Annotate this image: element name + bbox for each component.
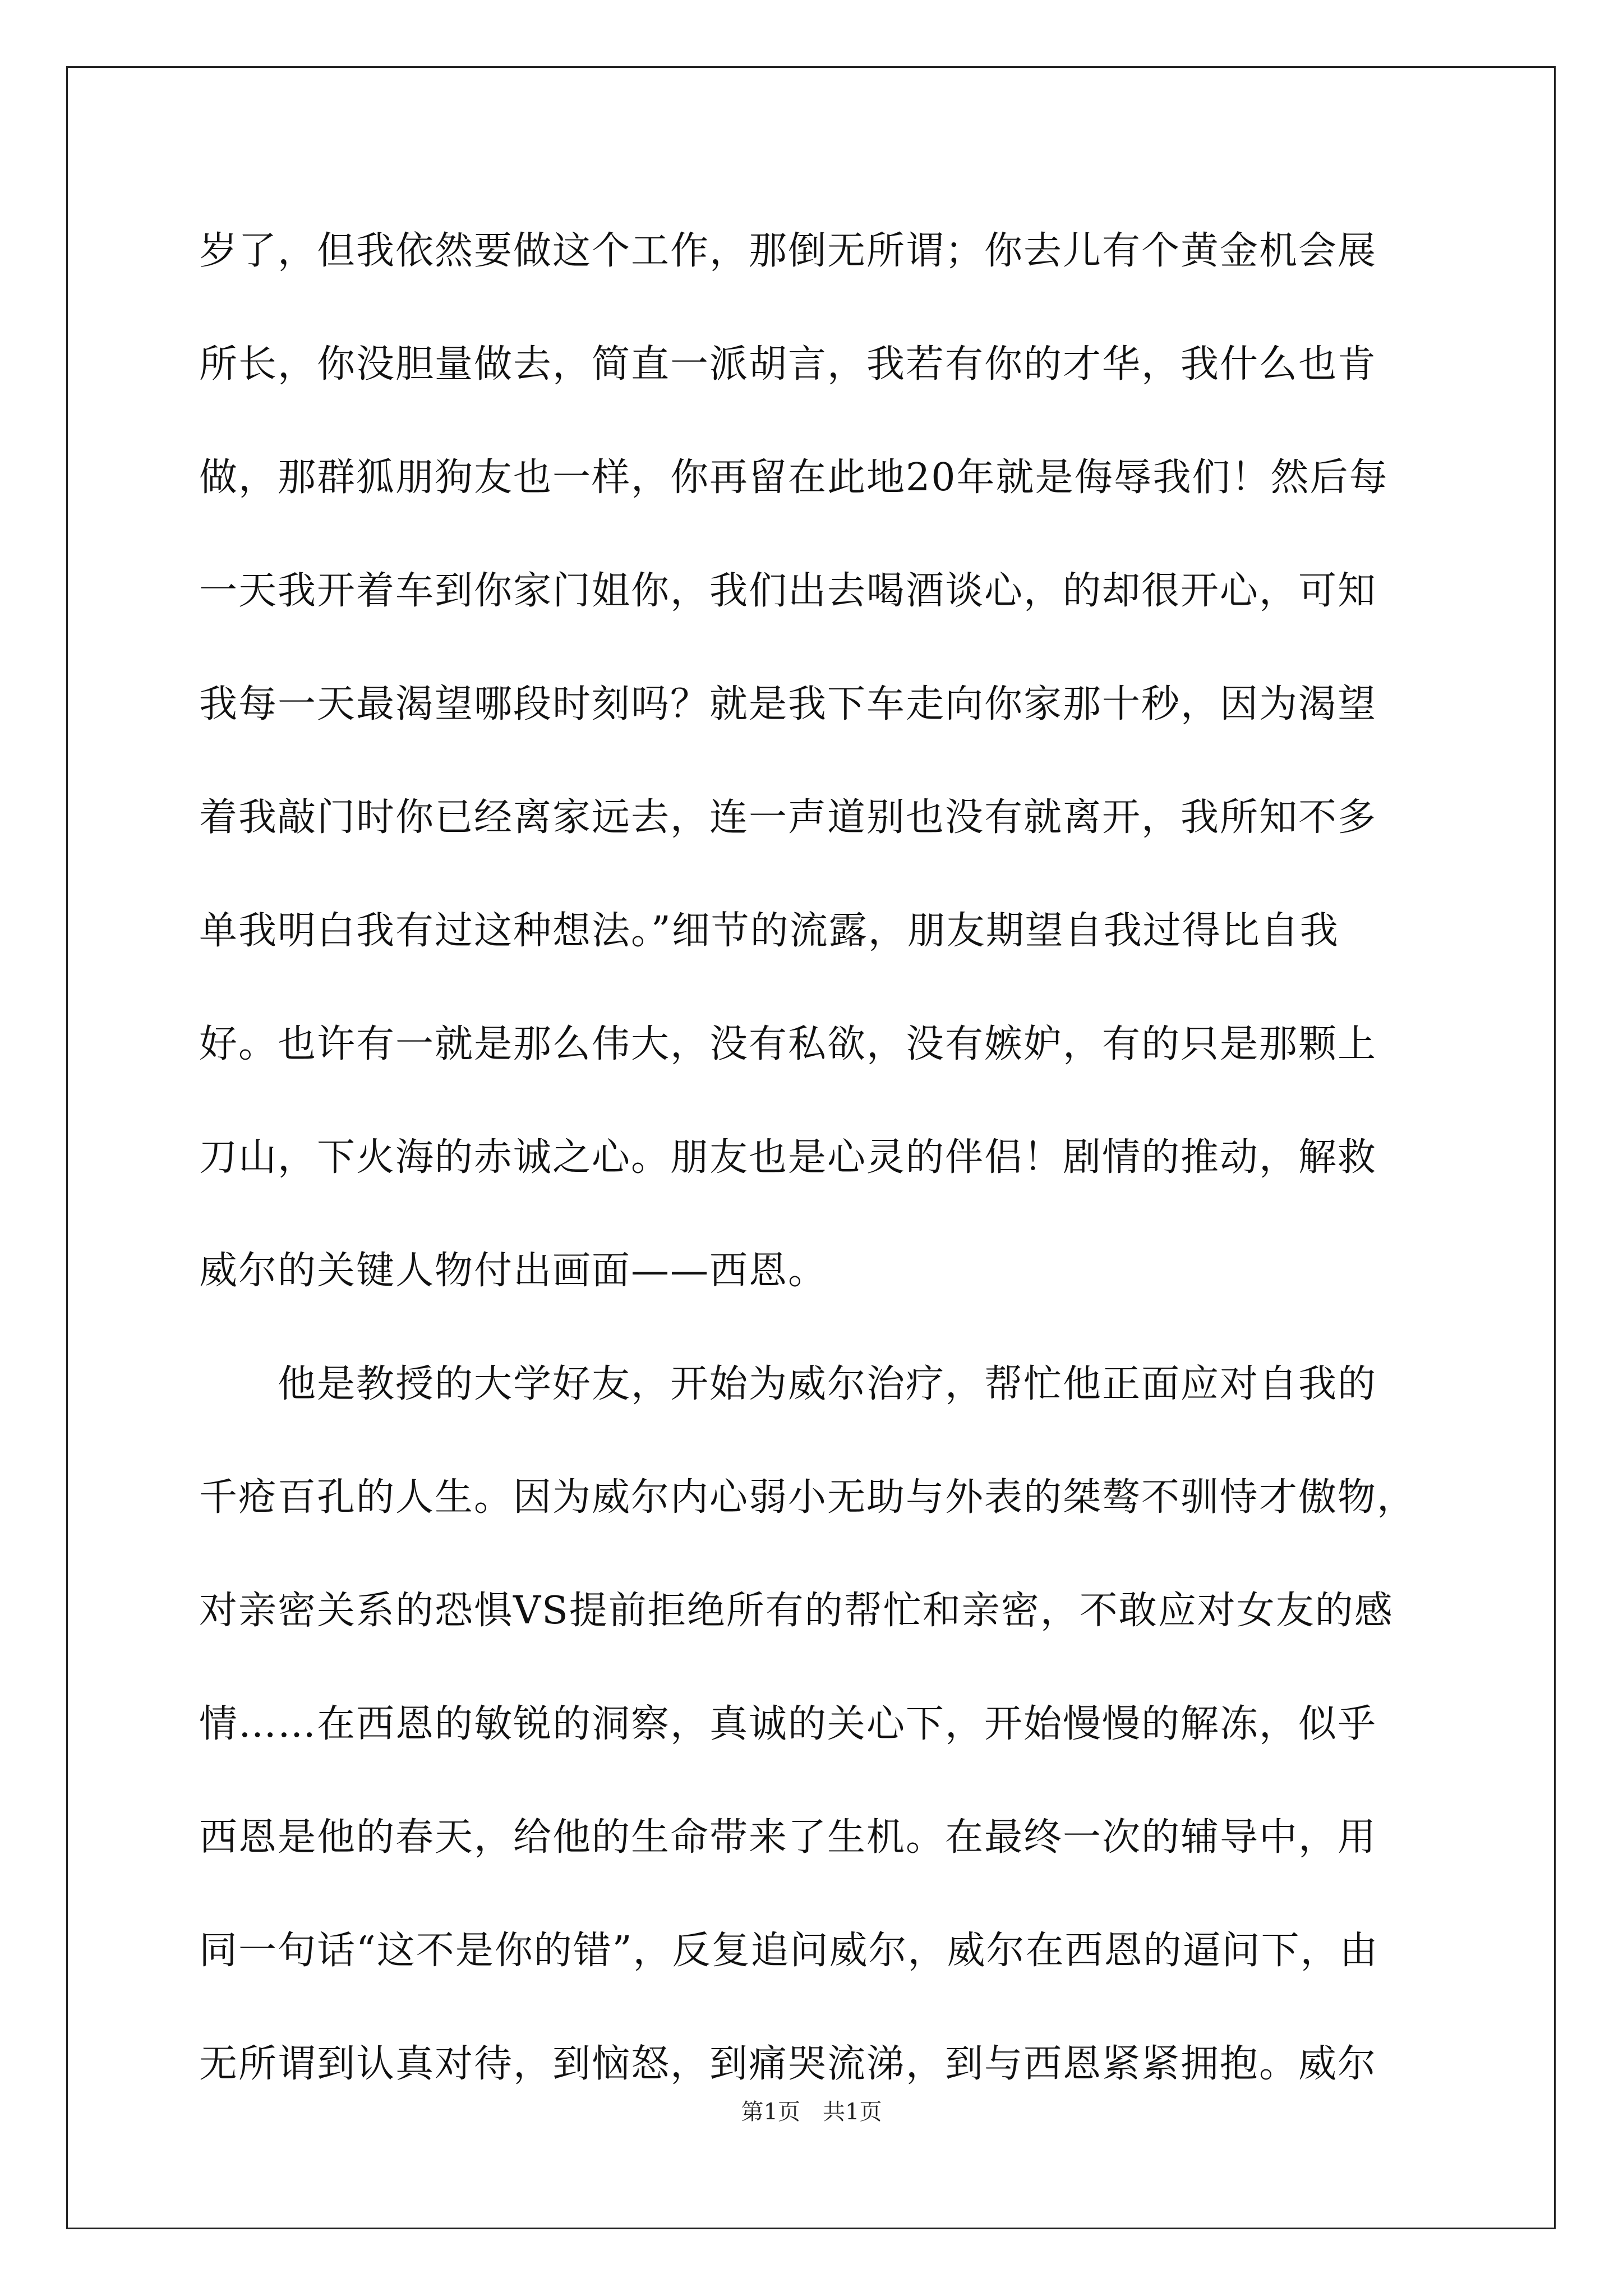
text-line: 威尔的关键人物付出画面——西恩。: [199, 1249, 828, 1293]
text-line: 岁了，但我依然要做这个工作，那倒无所谓；你去儿有个黄金机会展: [199, 229, 1377, 273]
text-line: 刀山，下火海的赤诚之心。朋友也是心灵的伴侣！剧情的推动，解救: [199, 1135, 1377, 1180]
text-line: 着我敲门时你已经离家远去，连一声道别也没有就离开，我所知不多: [199, 795, 1377, 840]
text-line: 做，那群狐朋狗友也一样，你再留在此地20年就是侮辱我们！然后每: [199, 455, 1389, 500]
text-line: 我每一天最渴望哪段时刻吗？就是我下车走向你家那十秒，因为渴望: [199, 682, 1377, 726]
text-line: 西恩是他的春天，给他的生命带来了生机。在最终一次的辅导中，用: [199, 1815, 1377, 1860]
text-line: 情……在西恩的敏锐的洞察，真诚的关心下，开始慢慢的解冻，似乎: [199, 1702, 1377, 1746]
text-line: 无所谓到认真对待，到恼怒，到痛哭流涕，到与西恩紧紧拥抱。威尔: [199, 2042, 1377, 2086]
text-line: 他是教授的大学好友，开始为威尔治疗，帮忙他正面应对自我的: [199, 1362, 1377, 1406]
text-line: 一天我开着车到你家门姐你，我们出去喝酒谈心，的却很开心，可知: [199, 569, 1377, 613]
text-line: 单我明白我有过这种想法。”细节的流露，朋友期望自我过得比自我: [199, 909, 1339, 953]
text-line: 好。也许有一就是那么伟大，没有私欲，没有嫉妒，有的只是那颗上: [199, 1022, 1377, 1066]
text-line: 所长，你没胆量做去，简直一派胡言，我若有你的才华，我什么也肯: [199, 342, 1377, 386]
text-line: 对亲密关系的恐惧VS提前拒绝所有的帮忙和亲密，不敢应对女友的感: [199, 1589, 1394, 1633]
page-footer: 第1页 共1页: [741, 2099, 882, 2125]
text-line: 同一句话“这不是你的错”，反复追问威尔，威尔在西恩的逼问下，由: [199, 1929, 1379, 1973]
text-line: 千疮百孔的人生。因为威尔内心弱小无助与外表的桀骜不驯恃才傲物，: [199, 1475, 1417, 1520]
